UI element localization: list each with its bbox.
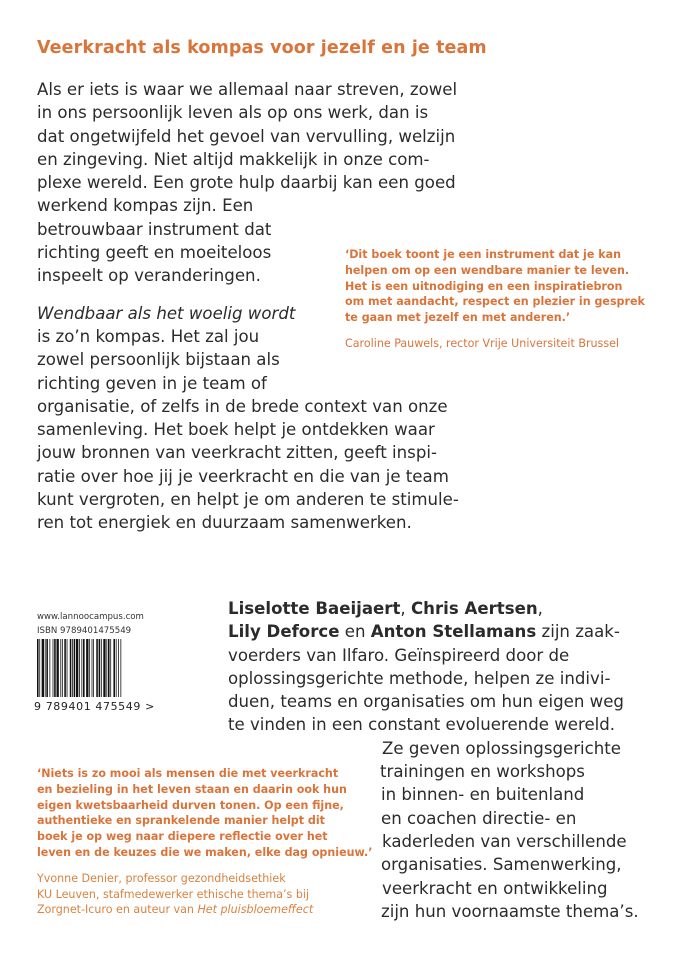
quote-line: boek je op weg naar diepere reflectie over het <box>37 830 328 844</box>
barcode-bar <box>64 639 66 697</box>
book-title: Wendbaar als het woelig wordt <box>37 303 296 323</box>
barcode-bar <box>120 639 121 697</box>
main-line: richting geeft en moeiteloos <box>37 243 272 263</box>
authors-line: Ze geven oplossingsgerichte <box>382 738 621 758</box>
main-line: dat ongetwijfeld het gevoel van vervulling, welzijn <box>37 126 456 146</box>
barcode-bar <box>110 639 111 697</box>
authors-line: te vinden in een constant evoluerende wereld. <box>228 715 616 735</box>
barcode-bar <box>70 639 72 697</box>
authors-line: veerkracht en ontwikkeling <box>382 878 608 898</box>
barcode-bar <box>79 639 80 697</box>
barcode-bar <box>83 639 85 697</box>
main-line: ren tot energiek en duurzaam samenwerken. <box>37 513 412 533</box>
quote-line: helpen om op een wendbare manier te leven. <box>345 263 630 277</box>
barcode-bar <box>113 639 115 697</box>
quote-attribution: Caroline Pauwels, rector Vrije Universiteit Brussel <box>345 336 620 350</box>
barcode-bar <box>118 639 119 697</box>
barcode-bar <box>49 639 50 697</box>
barcode-bar <box>57 639 59 697</box>
authors-line <box>228 597 639 620</box>
quote-line: eigen kwetsbaarheid durven tonen. Op een fijne, <box>37 798 344 812</box>
quote-line: ‘Niets is zo mooi als mensen die met veerkracht <box>37 767 339 780</box>
barcode-bar <box>67 639 68 697</box>
main-line: jouw bronnen van veerkracht zitten, geeft inspi- <box>37 443 437 463</box>
barcode-bar <box>81 639 82 697</box>
quote-line: authentieke en sprankelende manier helpt dit <box>37 814 325 828</box>
quote-line: te gaan met jezelf en met anderen.’ <box>345 311 571 325</box>
main-line: zowel persoonlijk bijstaan als <box>37 350 280 370</box>
barcode-bar <box>96 639 98 697</box>
barcode-bar <box>99 639 101 697</box>
authors-line: oplossingsgerichte methode, helpen ze indivi- <box>228 668 611 688</box>
main-line: richting geven in je team of <box>37 373 267 393</box>
main-line: inspeelt op veranderingen. <box>37 266 261 286</box>
barcode-bar <box>54 639 56 697</box>
barcode-bar <box>72 639 73 697</box>
main-line: organisatie, of zelfs in de brede context van onze <box>37 396 448 416</box>
barcode-bar <box>93 639 94 697</box>
authors-line <box>228 620 639 643</box>
quote-line: en bezieling in het leven staan en daarin ook hun <box>37 782 347 796</box>
barcode-bar <box>86 639 88 697</box>
barcode-bar <box>92 639 93 697</box>
author-name: Anton Stellamans <box>370 622 537 642</box>
author-name: Liselotte Baeijaert <box>228 599 401 618</box>
quote-line: om met aandacht, respect en plezier in gesprek <box>345 295 645 309</box>
heading: Veerkracht als kompas voor jezelf en je team <box>37 38 487 58</box>
barcode-bar <box>53 639 54 697</box>
publisher-website: www.lannoocampus.com <box>37 612 144 622</box>
main-line: is zo’n kompas. Het zal jou <box>37 326 260 346</box>
quote-line: ‘Dit boek toont je een instrument dat je kan <box>345 248 621 261</box>
authors-line: organisaties. Samenwerking, <box>381 855 622 875</box>
authors-line: voerders van Ilfaro. Geïnspireerd door de <box>228 645 570 665</box>
barcode <box>37 639 145 697</box>
book-title-reference: Het pluisbloemeffect <box>197 903 314 917</box>
authors-line: kaderleden van verschillende <box>382 831 627 851</box>
connector: en <box>339 622 371 642</box>
barcode-bar <box>62 639 63 697</box>
barcode-bar <box>103 639 105 697</box>
barcode-bar <box>101 639 102 697</box>
quote-attribution <box>37 902 372 918</box>
main-line: in ons persoonlijk leven als op ons werk, dan is <box>37 103 429 123</box>
quote-attribution: KU Leuven, stafmedewerker ethische thema’s bij <box>37 887 310 901</box>
barcode-bar <box>106 639 107 697</box>
separator: , <box>537 599 543 618</box>
barcode-bar <box>46 639 48 697</box>
barcode-bar <box>42 639 44 697</box>
main-line: kunt vergroten, en helpt je om anderen te stimule- <box>37 490 459 510</box>
barcode-bar <box>116 639 117 697</box>
quote-line: Het is een uitnodiging en een inspiratiebron <box>345 279 623 293</box>
quote-denier <box>37 766 372 918</box>
authors-line: duen, teams en organisaties om hun eigen weg <box>228 692 624 712</box>
barcode-bar <box>89 639 90 697</box>
attribution-gap <box>345 326 645 336</box>
authors-line: trainingen en workshops <box>380 762 585 782</box>
barcode-bar <box>76 639 78 697</box>
quote-pauwels <box>345 247 645 352</box>
connector: zijn zaak- <box>536 622 620 642</box>
barcode-bar <box>37 639 39 697</box>
main-line: ratie over hoe jij je veerkracht en die van je team <box>37 466 449 486</box>
barcode-bar <box>60 639 61 697</box>
authors-line: zijn hun voornaamste thema’s. <box>381 901 639 921</box>
author-name: Lily Deforce <box>228 622 340 642</box>
barcode-bar <box>39 639 40 697</box>
barcode-digits: 9 789401 475549 > <box>34 700 155 713</box>
main-line: en zingeving. Niet altijd makkelijk in onze com- <box>37 149 430 169</box>
author-name: Chris Aertsen <box>410 599 538 618</box>
authors-line: en coachen directie- en <box>381 808 577 828</box>
main-line: Als er iets is waar we allemaal naar streven, zowel <box>37 80 458 99</box>
barcode-bar <box>45 639 46 697</box>
quote-line: leven en de keuzes die we maken, elke dag opnieuw.’ <box>37 845 373 859</box>
main-line: plexe wereld. Een grote hulp daarbij kan een goed <box>37 173 456 193</box>
main-line: samenleving. Het boek helpt je ontdekken waar <box>37 420 435 440</box>
authors-line: in binnen- en buitenland <box>381 785 585 805</box>
main-line: betrouwbaar instrument dat <box>37 219 272 239</box>
isbn: ISBN 9789401475549 <box>37 626 132 636</box>
quote-attribution: Yvonne Denier, professor gezondheidsethiek <box>37 871 286 885</box>
publisher-info <box>37 610 144 638</box>
separator: , <box>400 599 411 618</box>
attribution-text: Zorgnet-Icuro en auteur van <box>37 903 198 917</box>
attribution-gap <box>37 861 372 871</box>
barcode-bar <box>108 639 110 697</box>
barcode-bar <box>74 639 76 697</box>
main-line: werkend kompas zijn. Een <box>37 196 254 216</box>
